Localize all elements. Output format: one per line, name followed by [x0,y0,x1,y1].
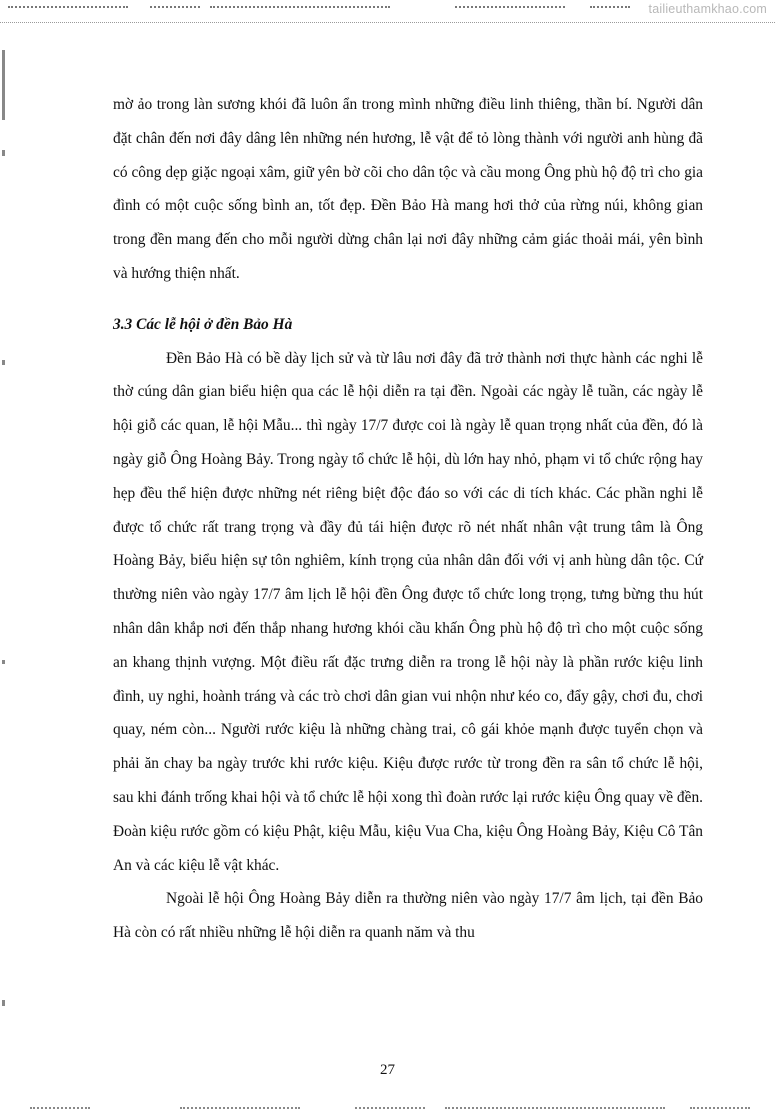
scan-artifact [150,6,200,14]
page-number: 27 [380,1062,395,1078]
paragraph-other-festivals: Ngoài lễ hội Ông Hoàng Bảy diễn ra thường niên vào ngày 17/7 âm lịch, tại đền Bảo Hà còn có rất nhiều những lễ hội diễn ra quanh năm và thu [113,890,703,942]
scan-artifact [455,6,565,14]
watermark: tailieuthamkhao.com [648,2,767,16]
scan-artifact [210,6,390,14]
paragraph-festivals: Đền Bảo Hà có bề dày lịch sử và từ lâu nơi đây đã trở thành nơi thực hành các nghi lễ thờ cúng dân gian biểu hiện qua các lễ hội diễn ra tại đền. Ngoài các ngày lễ tuần, các ngày lễ hội giỗ các quan, lễ hội Mẫu... thì ngày 17/7 được coi là ngày lễ quan trọng nhất của đền, đó là ngày giỗ Ông Hoàng Bảy. Trong ngày tổ chức lễ hội, dù lớn hay nhỏ, phạm vi tổ chức rộng hay hẹp đều thể hiện được những nét riêng biệt độc đáo so với các di tích khác. Các phần nghi lễ được tổ chức rất trang trọng và đầy đủ tái hiện được rõ nét nhất nhân vật trung tâm là Ông Hoàng Bảy, biểu hiện sự tôn nghiêm, kính trọng của nhân dân đối với vị anh hùng dân tộc. Cứ thường niên vào ngày 17/7 âm lịch lễ hội đền Ông được tổ chức long trọng, tưng bừng thu hút nhân dân khắp nơi đến thắp nhang hương khói cầu khấn Ông phù hộ độ trì cho một cuộc sống an khang thịnh vượng. Một điều rất đặc trưng diễn ra trong lễ hội này là phần rước kiệu linh đình, uy nghi, hoành tráng và các trò chơi dân gian vui nhộn như kéo co, đẩy gậy, chơi đu, chơi quay, ném còn... Người rước kiệu là những chàng trai, cô gái khỏe mạnh được tuyển chọn và phải ăn chay ba ngày trước khi rước kiệu. Kiệu được rước từ trong đền ra sân tổ chức lễ hội, sau khi đánh trống khai hội và tổ chức lễ hội xong thì đoàn rước lại rước kiệu Ông quay về đền. Đoàn kiệu rước gồm có kiệu Phật, kiệu Mẫu, kiệu Vua Cha, kiệu Ông Hoàng Bảy, Kiệu Cô Tân An và các kiệu lễ vật khác. [113,349,703,874]
scan-header-noise [0,0,775,23]
scan-artifact [590,6,630,14]
document-body [113,88,703,950]
scan-footer-noise [0,1106,775,1116]
scan-left-margin [2,40,10,1100]
section-heading: 3.3 Các lễ hội ở đền Bảo Hà [113,315,293,333]
paragraph-continued: mờ ảo trong làn sương khói đã luôn ẩn trong mình những điều linh thiêng, thần bí. Người dân đặt chân đến nơi đây dâng lên những nén hương, lễ vật để tỏ lòng thành với người anh hùng đã có công dẹp giặc ngoại xâm, giữ yên bờ cõi cho dân tộc và cầu mong Ông phù hộ độ trì cho gia đình có một cuộc sống bình an, tốt đẹp. Đền Bảo Hà mang hơi thở của rừng núi, không gian trong đền mang đến cho mỗi người dừng chân lại nơi đây những cảm giác thoải mái, yên bình và hướng thiện nhất. [113,96,703,282]
scan-artifact [8,6,128,14]
